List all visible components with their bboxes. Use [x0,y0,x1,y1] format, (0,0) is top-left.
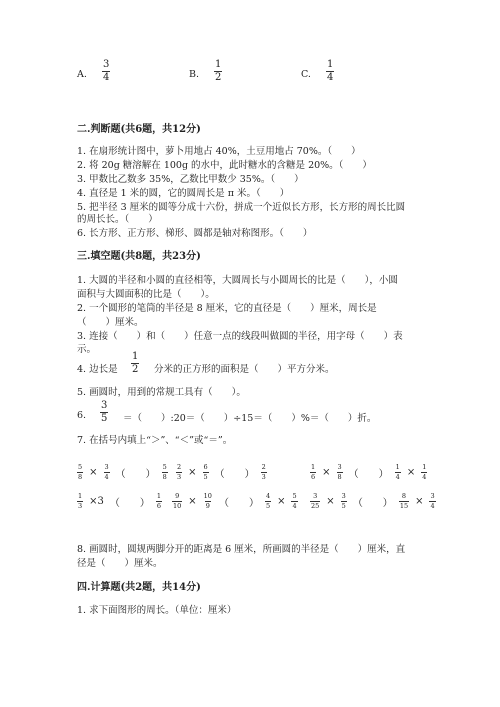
answer-blank[interactable]: （ ） [348,468,389,480]
operator: × [326,495,335,507]
fill-q4-pre: 4. 边长是 [77,364,118,375]
fill-q1-line1: 1. 大圆的半径和小圆的直径相等，大圆周长与小圆周长的比是（ ），小圆 [77,275,398,286]
fraction: $\frac{2}{3}$ [177,463,182,481]
judge-heading: 二.判断题(共6题，共12分) [77,124,201,135]
operator: × [89,466,98,478]
answer-blank[interactable]: （ ） [109,497,150,509]
fraction: $\frac{1}{6}$ [311,463,316,481]
compare-row-2-item-1 [77,493,162,509]
operator: × [277,495,286,507]
compare-row-1-item-3 [310,464,427,480]
answer-blank[interactable]: （ ） [214,468,255,480]
fraction: $\frac{3}{5}$ [341,492,346,510]
fraction: $\frac{3}{4}$ [104,463,109,481]
fill-q4-fraction: $\frac{1}{2}$ [132,351,139,375]
option-a-fraction: $\frac{3}{4}$ [103,59,110,83]
fraction: $\frac{5}{8}$ [162,463,167,481]
judge-item-1: 1. 在扇形统计图中，萝卜用地占 40%，土豆用地占 70%。（ ） [77,146,361,157]
operator: × [188,466,197,478]
operator: × [188,495,197,507]
operator: × [322,466,331,478]
fill-q8-line2: 径是（ ）厘米。 [77,558,163,569]
fraction: $\frac{9}{10}$ [173,492,182,510]
calc-heading: 四.计算题(共2题，共14分) [77,582,201,593]
operator: × [415,495,424,507]
compare-row-1-item-1 [77,464,168,480]
compare-row-2-item-2 [172,493,298,509]
fraction: $\frac{1}{6}$ [156,492,162,510]
judge-item-2: 2. 将 20g 糖溶解在 100g 的水中，此时糖水的含糖是 20%。（ ） [77,160,372,171]
fraction: $\frac{2}{3}$ [261,463,266,481]
fill-q2-line2: （ ）厘米。 [77,317,144,328]
operator: ×3 [89,495,104,507]
fill-q2-line1: 2. 一个圆形的笔筒的半径是 8 厘米，它的直径是（ ）厘米，周长是 [77,303,377,314]
judge-item-5: 5. 把半径 3 厘米的圆等分成十六份，拼成一个近似长方形，长方形的周长比圆 [77,202,406,213]
option-a-letter: A. [77,69,87,80]
fraction: $\frac{5}{4}$ [292,492,297,510]
option-b-fraction: $\frac{1}{2}$ [215,59,222,83]
fill-q3-line1: 3. 连接（ ）和（ ）任意一点的线段叫做圆的半径，用字母（ ）表 [77,331,403,342]
fill-heading: 三.填空题(共8题，共23分) [77,251,201,262]
judge-item-4: 4. 直径是 1 米的圆，它的圆周长是 π 米。（ ） [77,188,290,199]
fraction: $\frac{3}{25}$ [311,492,320,510]
fill-q3-line2: 示。 [77,344,97,355]
fraction: $\frac{4}{5}$ [265,492,271,510]
fraction: $\frac{3}{8}$ [337,463,342,481]
fraction: $\frac{6}{5}$ [203,463,208,481]
compare-row-1-item-2 [176,464,267,480]
fill-q1-line2: 面积与大圆面积的比是（ ）。 [77,289,215,300]
compare-row-2-item-3 [310,493,436,509]
fraction: $\frac{3}{4}$ [430,492,435,510]
fraction: $\frac{5}{8}$ [78,463,83,481]
fill-q5: 5. 画圆时，用到的常规工具有（ ）。 [77,387,246,398]
option-b-letter: B. [189,69,200,80]
judge-item-3: 3. 甲数比乙数多 35%，乙数比甲数少 35%。（ ） [77,174,304,185]
fill-q6-pre: 6. [77,410,87,421]
option-c-fraction: $\frac{1}{4}$ [327,59,334,83]
operator: × [406,466,416,478]
judge-item-6: 6. 长方形、正方形、梯形、圆都是轴对称图形。（ ） [77,228,313,239]
answer-blank[interactable]: （ ） [115,468,156,480]
fill-q7: 7. 在括号内填上“＞”、“＜”或“＝”。 [77,435,233,446]
fill-q6-fraction: $\frac{3}{5}$ [101,400,108,424]
fill-q4-post: 分米的正方形的面积是（ ）平方分米。 [154,364,335,375]
fraction: $\frac{1}{3}$ [78,492,83,510]
fraction: $\frac{8}{15}$ [399,492,409,510]
option-c-letter: C. [301,69,311,80]
fill-q6-post: ＝（ ）:20＝（ ）÷15＝（ ）%＝（ ）折。 [123,413,377,424]
fraction: $\frac{10}{9}$ [203,492,212,510]
judge-item-5-cont: 的周长长。（ ） [77,214,158,225]
fraction: $\frac{1}{4}$ [395,463,400,481]
fraction: $\frac{1}{4}$ [422,463,427,481]
answer-blank[interactable]: （ ） [352,497,393,509]
calc-q1: 1. 求下面图形的周长。（单位：厘米） [77,605,237,616]
fill-q8-line1: 8. 画圆时，圆规两脚分开的距离是 6 厘米，所画圆的半径是（ ）厘米，直 [77,544,406,555]
answer-blank[interactable]: （ ） [218,497,259,509]
